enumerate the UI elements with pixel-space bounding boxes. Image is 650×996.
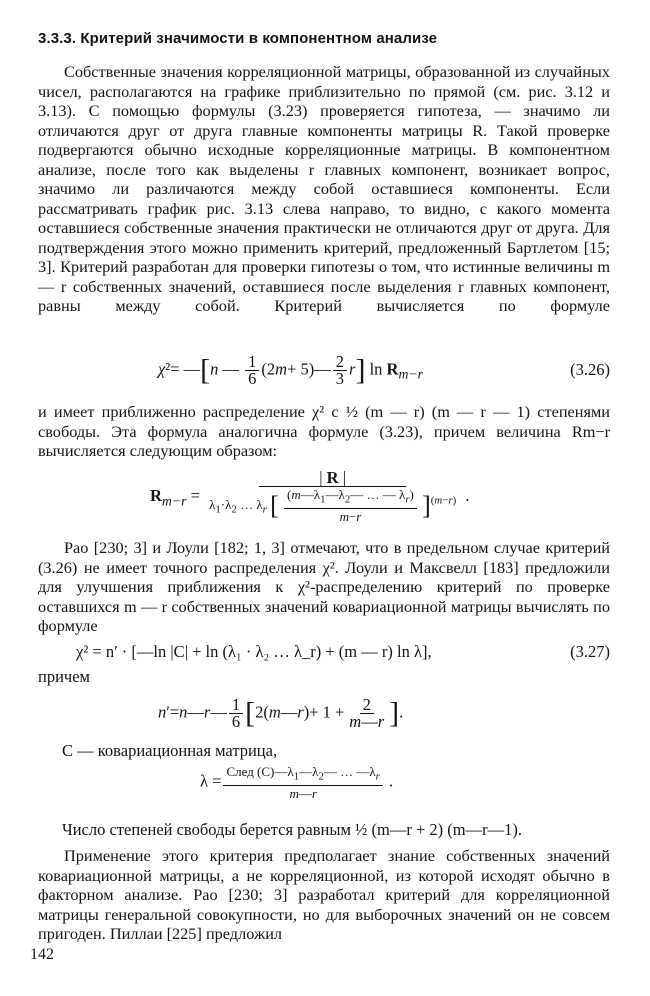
formula-3-27: χ² = n′ · [—ln |C| + ln (λ₁ · λ₂ … λ_r) + (m — r) ln λ], (76, 642, 432, 661)
paragraph-1: Собственные значения корреляционной матрицы, образованной из случайных чисел, располагаются на графике приблизительно по прямой (см. рис. 3.12 и 3.13). С помощью формулы (3.23) проверяется гипотеза, — значимо ли отличаются друг от друга главные компоненты матрицы R. Такой проверке подвергаются обычно исходные корреляционные матрицы. В компонентном анализе, после того как выделены r главных компонент, возникает вопрос, значимо ли различаются между собой оставшиеся компоненты. Если рассматривать график рис. 3.13 слева направо, то видно, с какого момента оставшиеся собственные значения практически не отличаются друг от друга. Для подтверждения этого можно применить критерий, предложенный Бартлетом [15; 3]. Критерий разработан для проверки гипотезы о том, что истинные величины m — r собственных значений, оставшиеся после выделения r главных компонент, равны между собой. Критерий вычисляется по формуле (38, 62, 610, 315)
formula-3-26: χ²= —[n — $\frac{1}{6}$ (2m+ 5)— $\frac{2}{3}$ r] $\ln R_{m-r}$ (158, 352, 424, 388)
formula-lambda: λ = $\frac{След (C)—\lambda_1—\lambda_2— \dots —\lambda_r}{m—r}$ . (200, 764, 394, 801)
equation-number-3-27: (3.27) (570, 642, 610, 661)
section-heading: 3.3.3. Критерий значимости в компонентном анализе (38, 30, 438, 47)
formula-r-m-minus-r: $R_{m-r}$ = | R | $\lambda_1\cdot\lambda_2$ … $\lambda_r$ [ $\frac{(m—\lambda_1—\lambda_2— \dots — \lambda_r)}{m-r}$ ]$^{(m-r)}$ . (150, 468, 470, 524)
paragraph-3: Рао [230; 3] и Лоули [182; 1, 3] отмечают, что в предельном случае критерий (3.26) не имеет точного распределения χ². Лоули и Максвелл [183] предложили для улучшения приближения к χ²-распределению критерий по проверке оставшихся m — r собственных значений ковариационной матрицы вычислять по формуле (38, 538, 610, 635)
paragraph-4: причем (38, 667, 90, 686)
paragraph-6: Число степеней свободы берется равным ½ (m—r + 2) (m—r—1). (62, 820, 522, 839)
paragraph-2: и имеет приближенно распределение χ² с ½ (m — r) (m — r — 1) степенями свободы. Эта формула аналогична формуле (3.23), причем величина Rm−r вычисляется следующим образом: (38, 402, 610, 460)
equation-number-3-26: (3.26) (570, 360, 610, 379)
paragraph-5: C — ковариационная матрица, (62, 741, 278, 760)
paragraph-7: Применение этого критерия предполагает знание собственных значений ковариационной матрицы, а не корреляционной, из которой исходят обычно в факторном анализе. Рао [230; 3] разработал критерий для корреляционной матрицы генеральной совокупности, но для выборочных значений он не совсем пригоден. Пиллаи [225] предложил (38, 846, 610, 943)
page-number: 142 (30, 946, 54, 963)
formula-n-prime: n′=n—r— $\frac{1}{6}$ [2(m—r)+ 1 + $\frac{2}{m—r}$ ]. (158, 695, 404, 731)
